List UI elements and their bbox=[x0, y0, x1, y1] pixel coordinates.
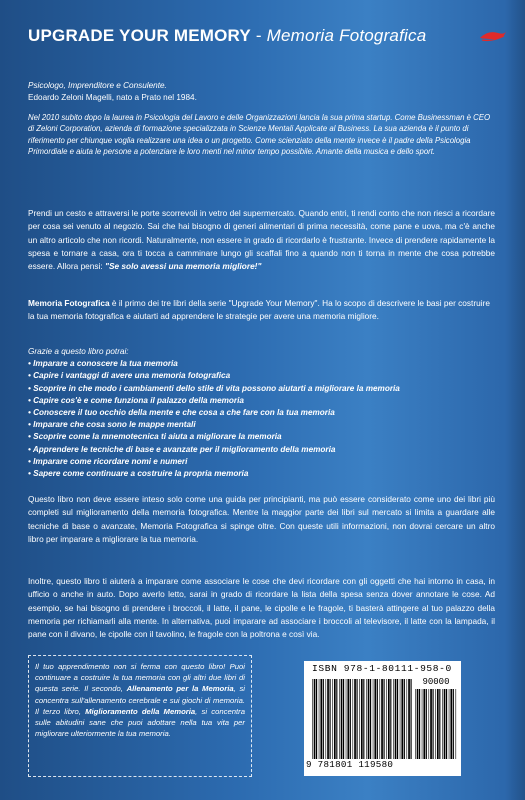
callout-text: Il tuo apprendimento non si ferma con questo libro! Puoi continuare a costruire la tua memoria con gli altri due libri di questa serie. Il secondo, bbox=[35, 662, 245, 694]
barcode-bar bbox=[332, 679, 333, 759]
isbn-barcode bbox=[304, 661, 461, 776]
barcode-bar bbox=[450, 689, 452, 759]
benefit-item: • Scoprire come la mnemotecnica ti aiuta a migliorare la memoria bbox=[28, 432, 282, 442]
barcode-bar bbox=[319, 679, 320, 759]
title-separator: - bbox=[250, 26, 267, 45]
benefit-item: • Scoprire in che modo i cambiamenti dello stile di vita possono aiutarti a migliorare la memoria bbox=[28, 383, 400, 393]
author-name: Edoardo Zeloni Magelli, nato a Prato nel 1984. bbox=[28, 92, 197, 102]
intro-highlight: "Se solo avessi una memoria migliore!" bbox=[105, 261, 262, 272]
barcode-bar bbox=[359, 679, 360, 759]
barcode-bar bbox=[347, 679, 349, 759]
barcode-bar bbox=[411, 679, 412, 759]
barcode-bar bbox=[415, 689, 416, 759]
benefits-intro: Grazie a questo libro potrai: bbox=[28, 347, 129, 356]
barcode-bar bbox=[377, 679, 378, 759]
barcode-bar bbox=[330, 679, 331, 759]
barcode-bar bbox=[357, 679, 358, 759]
benefits-section bbox=[28, 346, 495, 480]
book-name: Memoria Fotografica bbox=[28, 298, 110, 308]
barcode-bar bbox=[326, 679, 327, 759]
barcode-bar bbox=[429, 689, 430, 759]
barcode-bar bbox=[395, 679, 397, 759]
barcode-bar bbox=[456, 689, 457, 759]
barcode-bar bbox=[422, 689, 423, 759]
barcode-bar bbox=[350, 679, 351, 759]
author-info bbox=[28, 80, 495, 103]
barcode-bar bbox=[397, 679, 398, 759]
barcode-bar bbox=[361, 679, 363, 759]
series-title: UPGRADE YOUR MEMORY bbox=[28, 26, 251, 45]
barcode-bar bbox=[312, 679, 313, 759]
benefit-item: • Imparare a conoscere la tua memoria bbox=[28, 359, 178, 369]
barcode-bar bbox=[433, 689, 434, 759]
benefit-item: • Conoscere il tuo occhio della mente e che cosa a che fare con la tua memoria bbox=[28, 408, 335, 418]
barcode-bar bbox=[444, 689, 446, 759]
barcode-bar bbox=[430, 689, 432, 759]
book-description bbox=[28, 297, 495, 324]
barcode-bar bbox=[401, 679, 403, 759]
barcode-bar bbox=[339, 679, 340, 759]
author-role: Psicologo, Imprenditore e Consulente. bbox=[28, 81, 167, 90]
barcode-bar bbox=[370, 679, 371, 759]
example-paragraph: Inoltre, questo libro ti aiuterà a imparare come associare le cose che devi ricordare con gli oggetti che hai intorno in casa, in ufficio o anche in auto. Dopo averlo letto, sarai in grado di ricordare la lista della spesa senza dover annotare le cose. Ad esempio, se hai bisogno di prendere i broccoli, il latte, il pane, le cipolle e le fragole, ti basterà attingere al tuo palazzo della memoria per richiamarli alla mente. In alternativa, puoi imparare ad associare i broccoli al televisore, il latte con la lampada, il pane con il divano, le cipolle con il tavolino, le fragole con la poltrona e così via. bbox=[28, 576, 495, 640]
benefit-item: • Imparare che cosa sono le mappe mentali bbox=[28, 420, 196, 430]
barcode-bar bbox=[419, 689, 420, 759]
barcode-bar bbox=[384, 679, 385, 759]
barcode-bar bbox=[320, 679, 322, 759]
barcode-bar bbox=[336, 679, 337, 759]
barcode-bar bbox=[386, 679, 387, 759]
barcode-bar bbox=[353, 679, 354, 759]
addon-barcode-bars bbox=[415, 689, 457, 759]
callout-book-2: Allenamento per la Memoria bbox=[126, 684, 234, 694]
book-subtitle: Memoria Fotografica bbox=[266, 26, 427, 45]
barcode-bar bbox=[453, 689, 454, 759]
barcode-bar bbox=[435, 689, 436, 759]
barcode-bar bbox=[316, 679, 317, 759]
barcode-bar bbox=[366, 679, 367, 759]
barcode-bar bbox=[442, 689, 443, 759]
author-bio: Nel 2010 subito dopo la laurea in Psicologia del Lavoro e delle Organizzazioni lancia la sua prima startup. Come Businessman è CEO di Zeloni Corporation, azienda di formazione specializzata in Scienze Mentali Applicate al Business. La sua azienda è il punto di riferimento per chiunque voglia realizzare una idea o un progetto. Come scienziato della mente invece è il padre della Psicologia Primordiale e aiuta le persone a potenziare le loro menti nel minor tempo possibile. Amante della musica e dello sport. bbox=[28, 113, 491, 156]
intro-text: Prendi un cesto e attraversi le porte scorrevoli in vetro del supermercato. Quando entri, ti rendi conto che non riesci a ricordare per cosa sei venuto al negozio. Sai che hai bisogno di generi alimentari di prima necessità, come pane e uova, ma c'è anche un altro articolo che non ricordi. Naturalmente, non essere in grado di ricordarlo è frustrante. Invece di prendere rapidamente la spesa e tornare a casa, ora ti tocca a camminare lungo gli scaffali fino a quando non ti torna in mente che cosa potrebbe essere. Allora pensi: bbox=[28, 208, 495, 272]
book-title bbox=[28, 26, 468, 46]
barcode-bar bbox=[343, 679, 344, 759]
barcode-bar bbox=[404, 679, 405, 759]
series-callout-box bbox=[28, 655, 252, 777]
benefits-list bbox=[28, 358, 495, 480]
callout-book-3: Miglioramento della Memoria bbox=[85, 706, 196, 716]
callout-text: , si concentra sulle abitudini sane che puoi adottare nella tua vita per migliorare ulteriormente la tua memoria. bbox=[35, 706, 245, 739]
isbn-label: ISBN 978-1-80111-958-0 bbox=[312, 663, 452, 674]
barcode-bar bbox=[346, 679, 347, 759]
barcode-bar bbox=[446, 689, 447, 759]
barcode-bar bbox=[314, 679, 316, 759]
barcode-bar bbox=[393, 679, 394, 759]
intro-paragraph bbox=[28, 207, 495, 273]
book-description-text: è il primo dei tre libri della serie "Upgrade Your Memory". Ha lo scopo di descrivere le basi per costruire la tua memoria fotografica e aiutarti ad apprendere le strategie per avere una memoria migliore. bbox=[28, 298, 490, 322]
barcode-bar bbox=[368, 679, 370, 759]
benefit-item: • Imparare come ricordare nomi e numeri bbox=[28, 456, 188, 466]
barcode-bar bbox=[439, 689, 440, 759]
benefit-item: • Apprendere le tecniche di base e avanzate per il miglioramento della memoria bbox=[28, 444, 336, 454]
publisher-logo-icon bbox=[478, 28, 508, 44]
barcode-bar bbox=[381, 679, 383, 759]
barcode-bar bbox=[426, 689, 427, 759]
price-addon-number: 90000 bbox=[422, 677, 450, 687]
benefit-item: • Sapere come continuare a costruire la propria memoria bbox=[28, 469, 249, 479]
barcode-bar bbox=[388, 679, 390, 759]
spine-shadow bbox=[505, 0, 525, 800]
barcode-bar bbox=[341, 679, 343, 759]
barcode-bar bbox=[373, 679, 374, 759]
barcode-bar bbox=[400, 679, 401, 759]
barcode-bar bbox=[449, 689, 450, 759]
barcode-bar bbox=[408, 679, 410, 759]
barcode-bar bbox=[323, 679, 324, 759]
barcode-bar bbox=[327, 679, 329, 759]
ean-barcode-bars bbox=[312, 679, 412, 759]
barcode-bar bbox=[417, 689, 419, 759]
barcode-bar bbox=[407, 679, 408, 759]
barcode-bar bbox=[380, 679, 381, 759]
barcode-bar bbox=[363, 679, 364, 759]
barcode-bar bbox=[390, 679, 391, 759]
barcode-bar bbox=[374, 679, 376, 759]
barcode-bar bbox=[354, 679, 356, 759]
header bbox=[28, 26, 468, 48]
benefit-item: • Capire i vantaggi di avere una memoria fotografica bbox=[28, 371, 231, 381]
barcode-bar bbox=[437, 689, 439, 759]
ean-number: 9 781801 119580 bbox=[306, 759, 394, 770]
guide-paragraph: Questo libro non deve essere inteso solo come una guida per principianti, ma può essere considerato come uno dei libri più completi sul miglioramento della memoria fotografica. Mentre la maggior parte dei libri sul mercato si limita a guardare alle tecniche di base o avanzate, Memoria Fotografica si spinge oltre. Con queste utili informazioni, non dovrai cercare un altro libro per imparare a migliorare la tua memoria. bbox=[28, 494, 495, 544]
benefit-item: • Capire cos'è e come funziona il palazzo della memoria bbox=[28, 395, 244, 405]
barcode-bar bbox=[423, 689, 425, 759]
barcode-bar bbox=[334, 679, 336, 759]
callout-text: , si concentra sull'allenamento cerebrale e sui giochi di memoria. Il terzo libro, bbox=[35, 684, 246, 716]
